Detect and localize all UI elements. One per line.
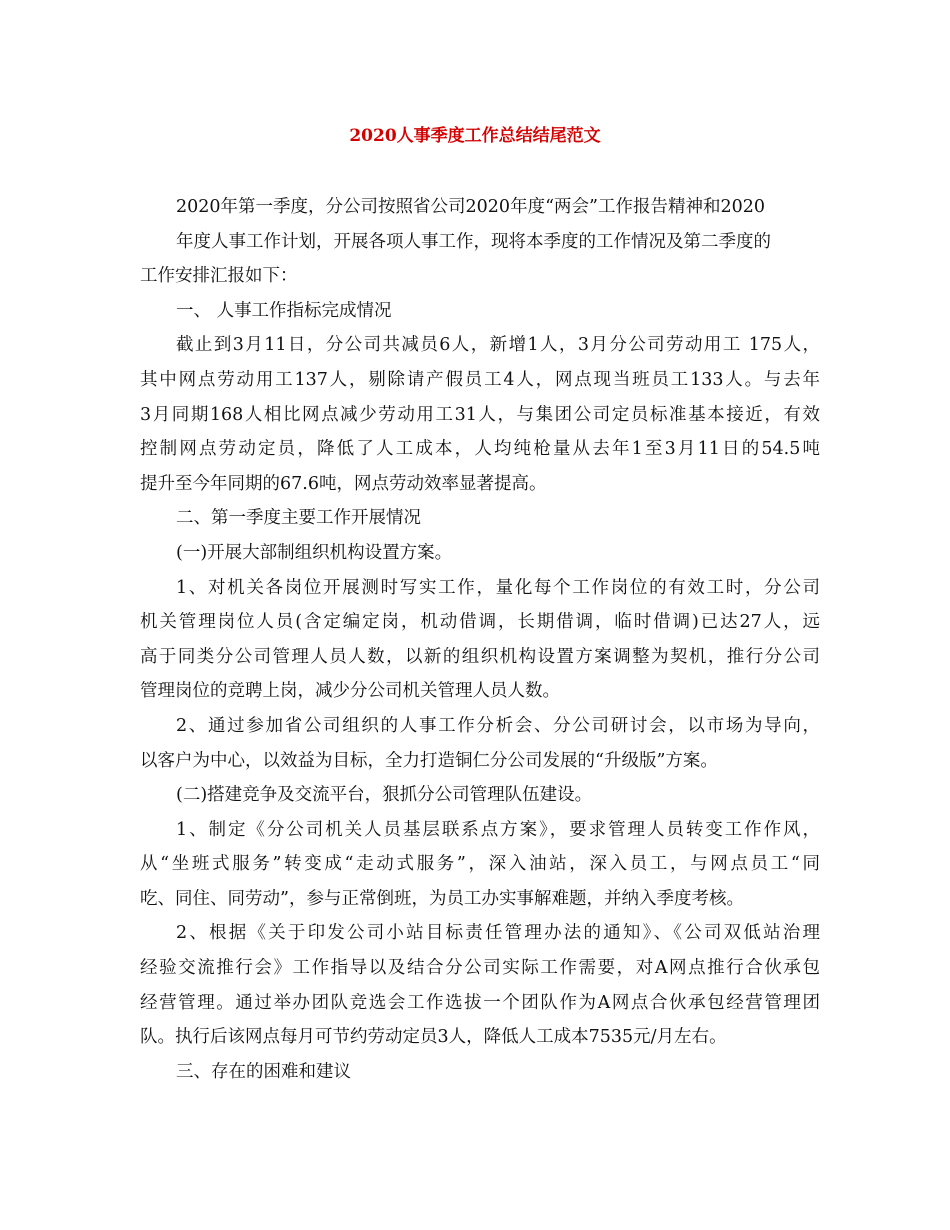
text-line: 2、通过参加省公司组织的人事工作分析会、分公司研讨会，以市场为导向， bbox=[176, 715, 820, 736]
text-line: 2、根据《关于印发公司小站目标责任管理办法的通知》、《公司双低站治理 bbox=[176, 923, 820, 944]
text-line: 1、对机关各岗位开展测时写实工作，量化每个工作岗位的有效工时，分公司 bbox=[176, 577, 820, 598]
text-line: (二)搭建竞争及交流平台，狠抓分公司管理队伍建设。 bbox=[176, 785, 593, 806]
text-line: 三、存在的困难和建议 bbox=[176, 1061, 351, 1082]
text-line: 控制网点劳动定员，降低了人工成本，人均纯枪量从去年1至3月11日的54.5吨 bbox=[140, 439, 820, 460]
text-line: 高于同类分公司管理人员人数，以新的组织机构设置方案调整为契机，推行分公司 bbox=[140, 646, 820, 667]
text-line: 年度人事工作计划，开展各项人事工作，现将本季度的工作情况及第二季度的 bbox=[176, 231, 771, 252]
text-line: 1、制定《分公司机关人员基层联系点方案》，要求管理人员转变工作作风， bbox=[176, 819, 820, 840]
document-body bbox=[140, 190, 820, 1089]
text-line: 一、 人事工作指标完成情况 bbox=[176, 300, 392, 321]
text-line: 经营管理。通过举办团队竞选会工作选拔一个团队作为A网点合伙承包经营管理团 bbox=[140, 992, 820, 1013]
text-line: 其中网点劳动用工137人，剔除请产假员工4人，网点现当班员工133人。与去年 bbox=[140, 369, 820, 390]
text-line: 工作安排汇报如下： bbox=[140, 266, 298, 287]
text-line: 提升至今年同期的67.6吨，网点劳动效率显著提高。 bbox=[140, 473, 547, 494]
text-line: 吃、同住、同劳动”，参与正常倒班，为员工办实事解难题，并纳入季度考核。 bbox=[140, 888, 744, 909]
text-line: 管理岗位的竞聘上岗，减少分公司机关管理人员人数。 bbox=[140, 681, 560, 702]
text-line: 3月同期168人相比网点减少劳动用工31人，与集团公司定员标准基本接近，有效 bbox=[140, 404, 820, 425]
text-line: 截止到3月11日，分公司共减员6人，新增1人，3月分公司劳动用工 175人， bbox=[176, 335, 820, 356]
text-line: 2020年第一季度，分公司按照省公司2020年度“两会”工作报告精神和2020 bbox=[176, 197, 765, 217]
text-line: 二、第一季度主要工作开展情况 bbox=[176, 508, 421, 529]
text-line: 从“坐班式服务”转变成“走动式服务”，深入油站，深入员工，与网点员工“同 bbox=[140, 854, 820, 875]
text-line: (一)开展大部制组织机构设置方案。 bbox=[176, 542, 453, 563]
text-line: 以客户为中心，以效益为目标，全力打造铜仁分公司发展的“升级版”方案。 bbox=[140, 750, 718, 771]
text-line: 队。执行后该网点每月可节约劳动定员3人，降低人工成本7535元/月左右。 bbox=[140, 1027, 727, 1048]
text-line: 经验交流推行会》工作指导以及结合分公司实际工作需要，对A网点推行合伙承包 bbox=[140, 958, 820, 979]
document-title: 2020人事季度工作总结结尾范文 bbox=[349, 126, 601, 146]
text-line: 机关管理岗位人员(含定编定岗，机动借调，长期借调，临时借调)已达27人，远 bbox=[140, 612, 820, 633]
